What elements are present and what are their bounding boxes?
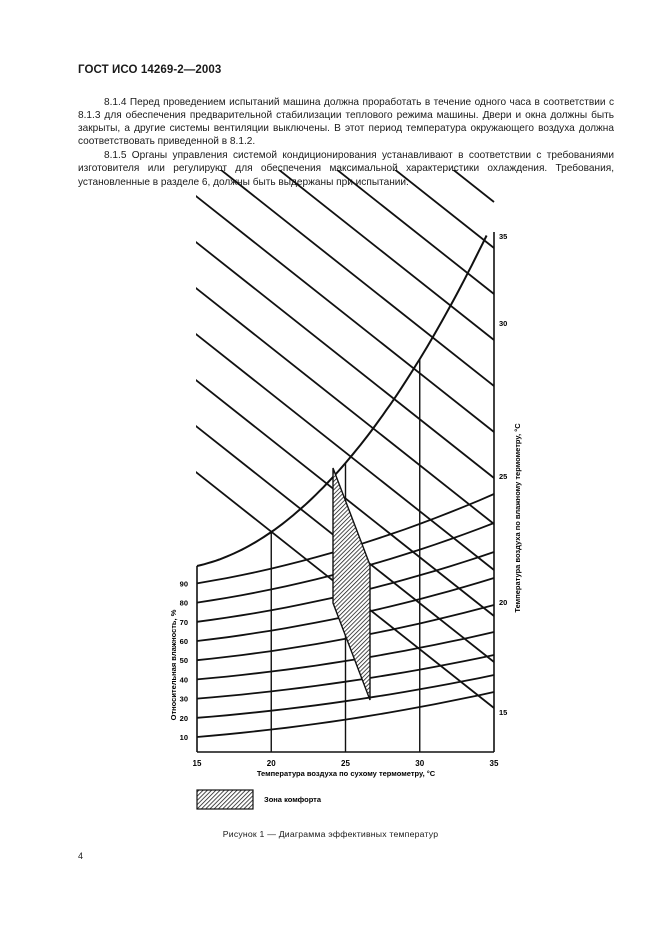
- rh-tick-label: 60: [179, 637, 188, 646]
- x-tick-label: 15: [192, 759, 202, 768]
- x-tick-label: 20: [266, 759, 276, 768]
- legend-label: Зона комфорта: [264, 795, 322, 804]
- document-header: ГОСТ ИСО 14269-2—2003: [78, 64, 222, 76]
- wet-bulb-tick-label: 25: [499, 472, 508, 481]
- rh-tick-label: 70: [179, 617, 188, 627]
- page-number: 4: [78, 851, 84, 861]
- chart-grid: [197, 232, 494, 752]
- y-axis-title: Относительная влажность, %: [169, 609, 178, 721]
- wet-bulb-tick-label: 15: [499, 708, 508, 717]
- rh-tick-label: 30: [179, 694, 188, 704]
- rh-tick-label: 50: [179, 656, 188, 666]
- effective-temp-line: [187, 143, 494, 386]
- wet-bulb-tick-label: 20: [499, 598, 508, 607]
- wet-bulb-tick-label: 35: [499, 232, 508, 241]
- x-tick-label: 25: [341, 759, 350, 768]
- rh-tick-label: 80: [179, 598, 188, 608]
- effective-temp-line: [187, 97, 494, 340]
- wet-bulb-tick-label: 30: [499, 319, 508, 328]
- right-axis-title: Температура воздуха по влажному термометру, °C: [513, 423, 522, 613]
- legend-swatch: [197, 790, 253, 809]
- paragraph-8-1-4: 8.1.4 Перед проведением испытаний машина должна проработать в течение одного часа в соответствии с 8.1.3 для обеспечения предварительной стабилизации теплового режима машины. Двери и окна должны быть закрыты, а другие системы вентиляции выключены. В этот период температура окружающего воздуха должна соответствовать приведенной в 8.1.2.: [78, 97, 614, 148]
- x-tick-label: 30: [415, 759, 425, 768]
- rh-tick-label: 40: [179, 675, 188, 685]
- rh-tick-label: 10: [179, 733, 188, 742]
- x-axis-title: Температура воздуха по сухому термометру, °C: [256, 769, 436, 778]
- paragraph-8-1-5: 8.1.5 Органы управления системой кондиционирования устанавливают в соответствии с требованиями изготовителя или регулируют для обеспечения максимальной характеристики охлаждения. Требования, установленные в разделе 6, должны быть выдержаны при испытании.: [78, 150, 614, 188]
- x-tick-label: 35: [489, 759, 499, 768]
- effective-temp-line: [187, 235, 494, 478]
- chart-lines: [187, 0, 494, 737]
- rh-tick-label: 20: [179, 713, 188, 723]
- rh-tick-label: 90: [179, 579, 188, 589]
- effective-temp-line: [187, 5, 494, 248]
- figure-caption: Рисунок 1 — Диаграмма эффективных температур: [222, 829, 439, 839]
- effective-temp-line: [187, 51, 494, 294]
